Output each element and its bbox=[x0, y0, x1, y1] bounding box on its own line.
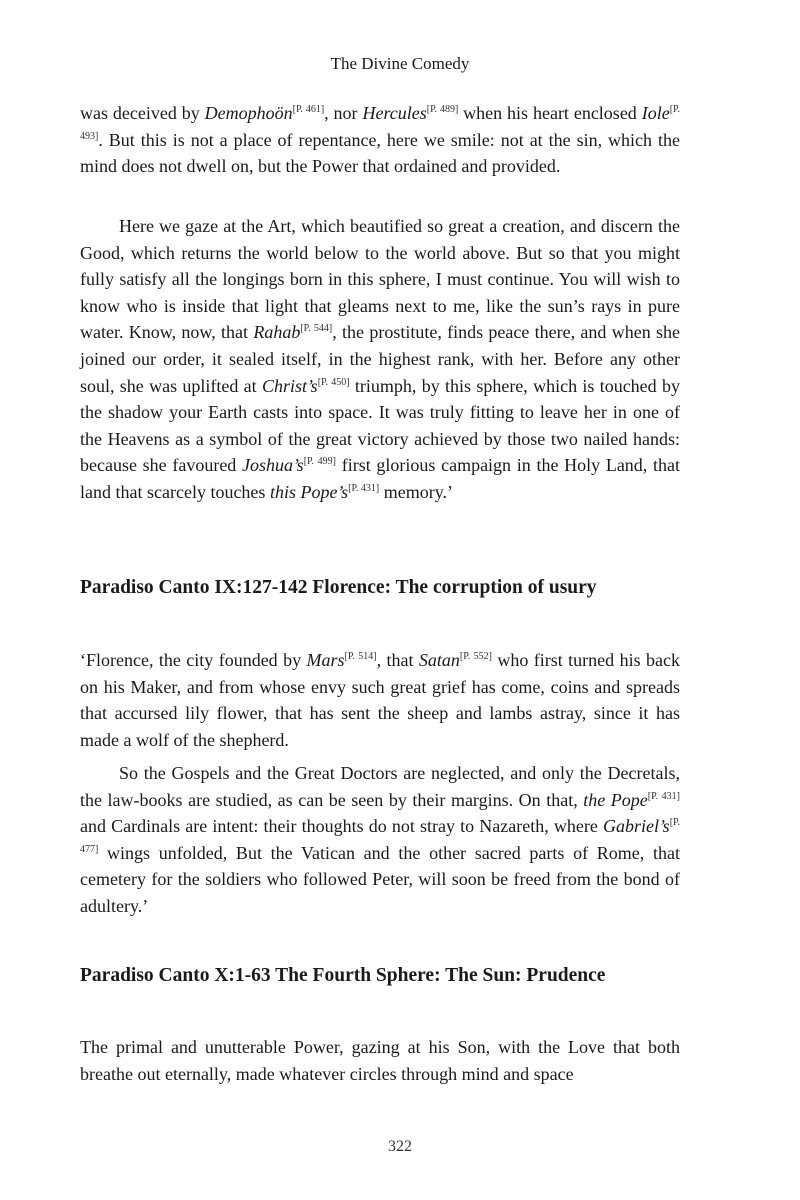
name-gabriel: Gabriel’s bbox=[603, 816, 670, 837]
section-heading-canto-x: Paradiso Canto X:1-63 The Fourth Sphere: The Sun: Prudence bbox=[80, 965, 606, 986]
paragraph-5 bbox=[80, 1034, 680, 1087]
text-span: So the Gospels and the Great Doctors are neglected, and only the Decretals, the law-books are studied, as can be seen by their margins. On that, bbox=[80, 763, 680, 810]
name-this-pope: this Pope’s bbox=[269, 481, 349, 502]
name-hercules: Hercules bbox=[362, 103, 427, 123]
running-head: The Divine Comedy bbox=[330, 54, 470, 73]
text-span: first glorious campaign in the Holy Land, that land that scarcely touches bbox=[80, 455, 680, 502]
page-ref[interactable]: [P. 544] bbox=[300, 323, 333, 335]
page-ref[interactable]: [P. 514] bbox=[344, 651, 377, 662]
text-span: when his heart enclosed bbox=[458, 103, 642, 123]
page-ref[interactable]: [P. 552] bbox=[459, 651, 492, 662]
paragraph-3 bbox=[80, 647, 680, 753]
text-span: memory.’ bbox=[379, 481, 454, 502]
text-span: and Cardinals are intent: their thoughts do not stray to Nazareth, where bbox=[80, 816, 604, 837]
text-span: The primal and unutterable Power, gazing at his Son, with the Love that both breathe out eternally, made whatever circles through mind and space bbox=[80, 1037, 680, 1084]
page-ref[interactable]: [P. 431] bbox=[647, 790, 680, 802]
name-satan: Satan bbox=[418, 650, 460, 670]
text-span: triumph, by this sphere, which is touched by the shadow your Earth casts into space. It was truly fitting to leave her in one of the Heavens as a symbol of the great victory achieved by those two nailed hands: because she favoured bbox=[80, 375, 680, 476]
name-the-pope: the Pope bbox=[583, 789, 648, 810]
page-number: 322 bbox=[388, 1138, 412, 1155]
name-demophoon: Demophoön bbox=[204, 103, 293, 123]
page-ref[interactable]: [P. 477] bbox=[80, 817, 680, 855]
text-span: , the prostitute, finds peace there, and when she joined our order, it sealed itself, in the highest rank, with her. Before any other soul, she was uplifted at bbox=[80, 322, 681, 396]
page-ref[interactable]: [P. 450] bbox=[317, 376, 350, 388]
page-ref[interactable]: [P. 493] bbox=[80, 104, 680, 142]
text-span: was deceived by bbox=[80, 103, 205, 123]
page-ref[interactable]: [P. 499] bbox=[303, 456, 337, 468]
name-rahab: Rahab bbox=[253, 322, 301, 343]
text-span: , nor bbox=[324, 103, 363, 123]
page-ref[interactable]: [P. 461] bbox=[292, 104, 325, 115]
text-span: . But this is not a place of repentance, here we smile: not at the sin, which the mind does not dwell on, but the Power that ordained and provided. bbox=[80, 129, 680, 177]
page-ref[interactable]: [P. 431] bbox=[348, 482, 380, 494]
text-span: wings unfolded, But the Vatican and the other sacred parts of Rome, that cemetery for the soldiers who followed Peter, will soon be freed from the bond of adultery.’ bbox=[80, 842, 680, 916]
text-span: Here we gaze at the Art, which beautified so great a creation, and discern the Good, which returns the world below to the world above. But so that you might fully satisfy all the longings born in this sphere, I must continue. You will wish to know who is inside that light that gleams next to me, like the sun’s rays in pure water. Know, now, that bbox=[80, 216, 680, 343]
paragraph-2 bbox=[80, 213, 680, 506]
page-ref[interactable]: [P. 489] bbox=[426, 104, 459, 115]
section-heading-canto-ix: Paradiso Canto IX:127-142 Florence: The corruption of usury bbox=[80, 577, 597, 598]
name-joshua: Joshua’s bbox=[242, 455, 304, 476]
paragraph-4 bbox=[80, 760, 680, 920]
text-span: who first turned his back on his Maker, and from whose envy such great grief has come, coins and spreads that accursed lily flower, that has sent the sheep and lambs astray, since it has made a wolf of the shepherd. bbox=[80, 650, 680, 750]
text-span: , that bbox=[376, 650, 419, 670]
name-mars: Mars bbox=[306, 650, 345, 670]
text-span: ‘Florence, the city founded by bbox=[80, 650, 307, 670]
name-christ: Christ’s bbox=[261, 375, 318, 396]
paragraph-1 bbox=[80, 100, 680, 180]
name-iole: Iole bbox=[641, 103, 670, 123]
